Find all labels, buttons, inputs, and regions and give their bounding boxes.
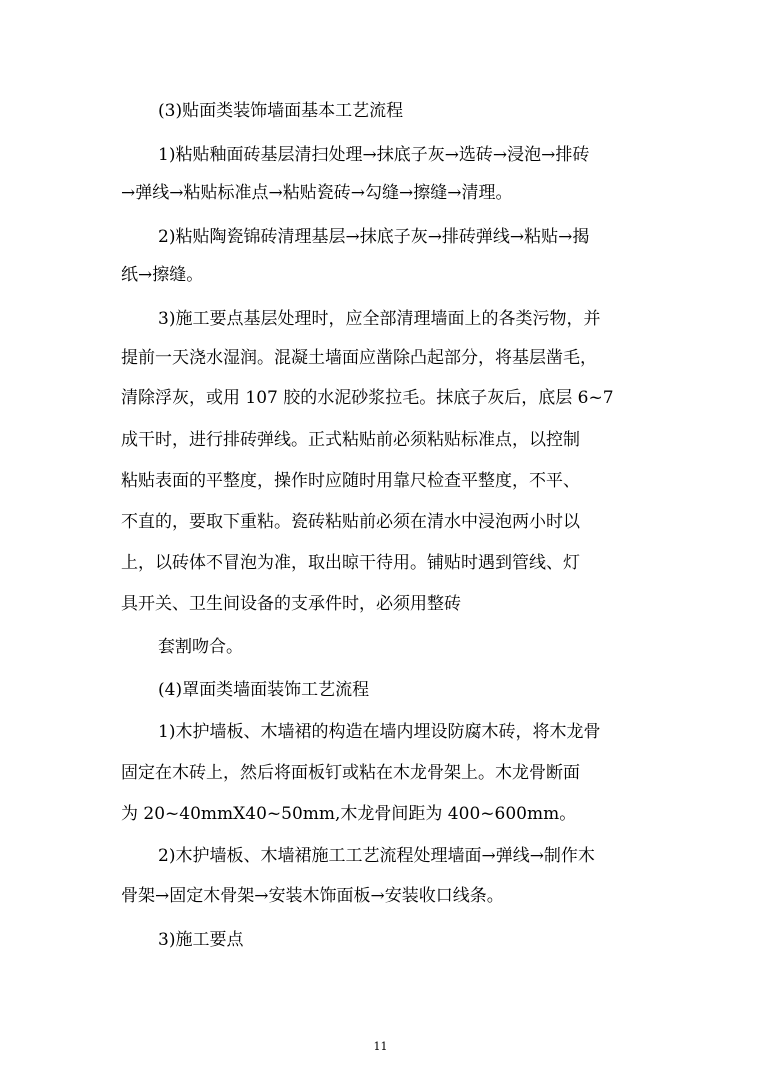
paragraph-line: 纸→擦缝。 (121, 265, 204, 285)
paragraph-line: 具开关、卫生间设备的支承件时，必须用整砖 (121, 594, 461, 614)
paragraph-line: 提前一天浇水湿润。混凝土墙面应凿除凸起部分，将基层凿毛， (121, 348, 597, 368)
paragraph-line: 骨架→固定木骨架→安装木饰面板→安装收口线条。 (121, 886, 504, 906)
section-heading-4: (4)罩面类墙面装饰工艺流程 (158, 680, 370, 700)
paragraph-line: 清除浮灰，或用 107 胶的水泥砂浆拉毛。抹底子灰后，底层 6~7 (121, 388, 614, 408)
paragraph-line: 成干时，进行排砖弹线。正式粘贴前必须粘贴标准点，以控制 (121, 430, 580, 450)
paragraph-line: 2)木护墙板、木墙裙施工工艺流程处理墙面→弹线→制作木 (158, 846, 595, 866)
paragraph-line: 2)粘贴陶瓷锦砖清理基层→抹底子灰→排砖弹线→粘贴→揭 (158, 227, 590, 247)
paragraph-line: 上，以砖体不冒泡为准，取出晾干待用。铺贴时遇到管线、灯 (121, 553, 580, 573)
paragraph-line: 不直的，要取下重粘。瓷砖粘贴前必须在清水中浸泡两小时以 (121, 512, 580, 532)
paragraph-line: 3)施工要点基层处理时，应全部清理墙面上的各类污物，并 (158, 309, 601, 329)
paragraph-line: 1)粘贴釉面砖基层清扫处理→抹底子灰→选砖→浸泡→排砖 (158, 145, 590, 165)
paragraph-line: 套割吻合。 (158, 637, 243, 657)
section-heading-3: (3)贴面类装饰墙面基本工艺流程 (158, 101, 404, 121)
paragraph-line: 粘贴表面的平整度，操作时应随时用靠尺检查平整度，不平、 (121, 471, 580, 491)
paragraph-line: 3)施工要点 (158, 930, 244, 950)
paragraph-line: 为 20~40mmX40~50mm,木龙骨间距为 400~600mm。 (121, 804, 577, 824)
paragraph-line: →弹线→粘贴标准点→粘贴瓷砖→勾缝→擦缝→清理。 (121, 183, 513, 203)
paragraph-line: 1)木护墙板、木墙裙的构造在墙内埋设防腐木砖，将木龙骨 (158, 722, 601, 742)
page-number: 11 (373, 1040, 388, 1053)
paragraph-line: 固定在木砖上，然后将面板钉或粘在木龙骨架上。木龙骨断面 (121, 763, 580, 783)
